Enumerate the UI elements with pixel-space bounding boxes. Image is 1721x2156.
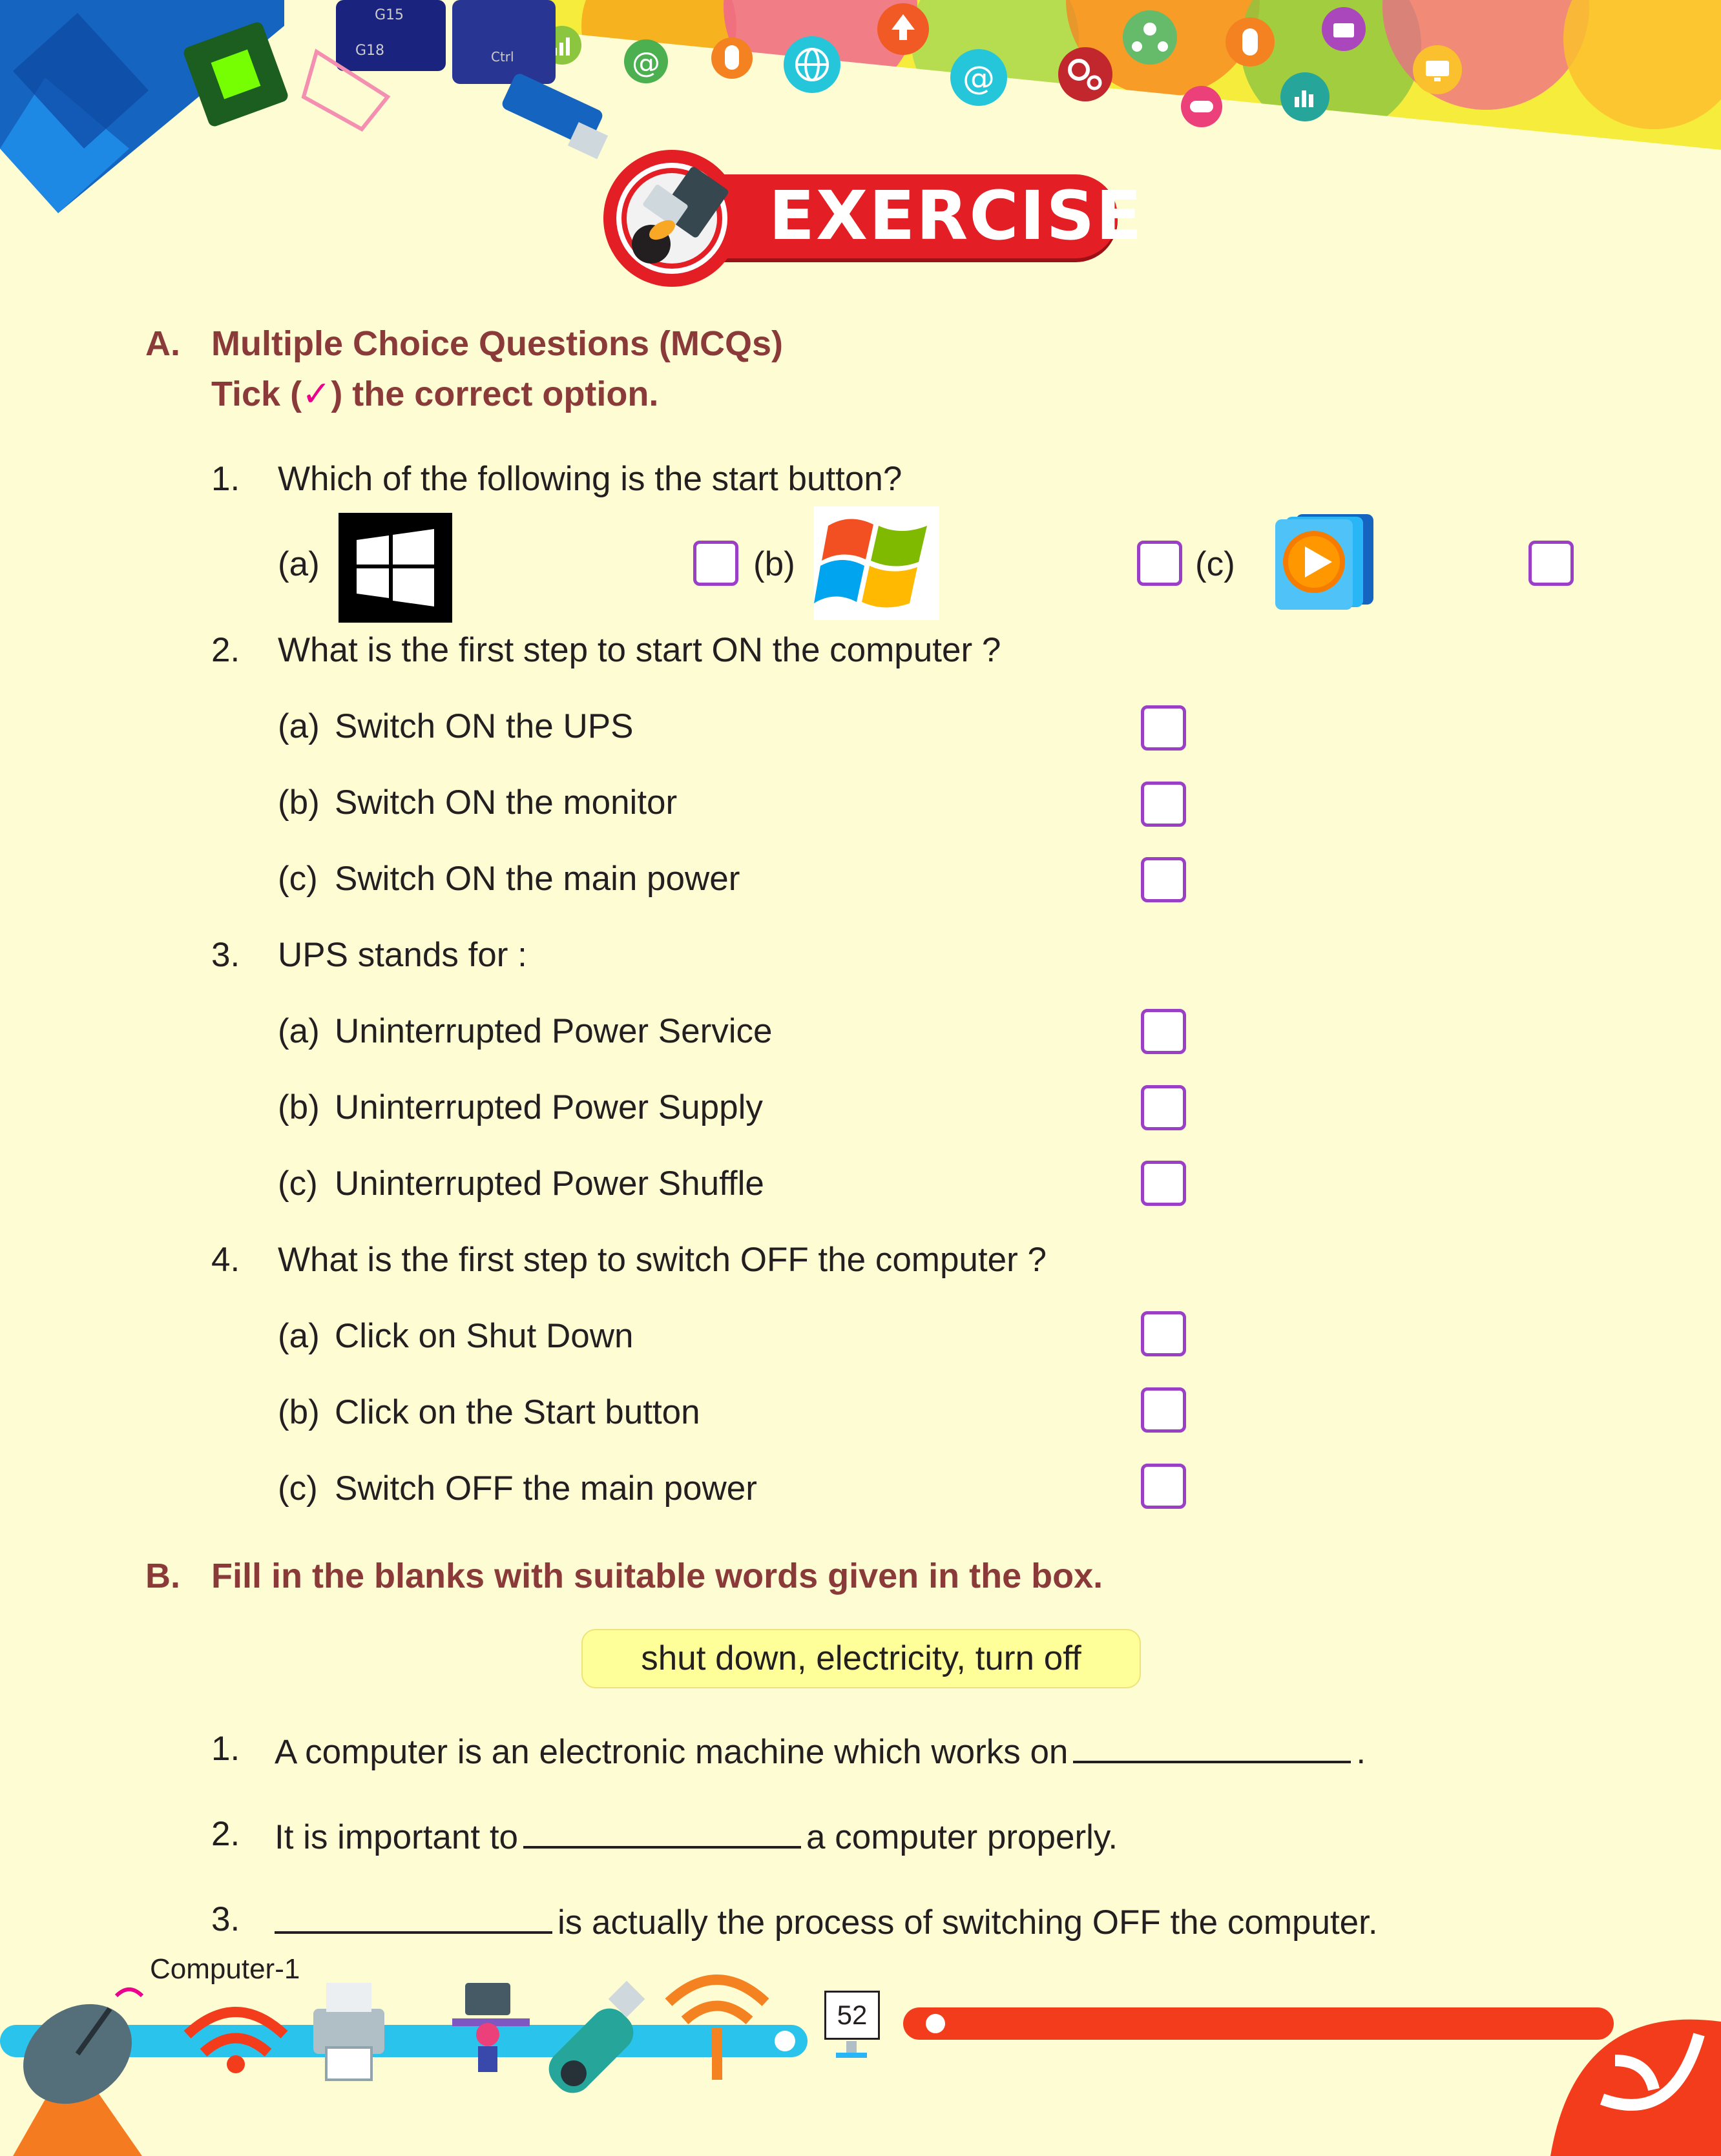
at-sign-icon-2 xyxy=(950,49,1007,106)
tick-mark-icon: ✓ xyxy=(302,375,331,413)
checkbox-q4-c[interactable] xyxy=(1141,1464,1186,1509)
sentence-end: a computer properly. xyxy=(806,1818,1118,1856)
question-text: What is the first step to switch OFF the computer ? xyxy=(278,1241,1047,1279)
fill-blank-sentence xyxy=(275,1899,1378,1944)
checkbox-q2-a[interactable] xyxy=(1141,705,1186,751)
option-label: (b) xyxy=(278,783,320,822)
blank-number: 1. xyxy=(211,1730,240,1768)
option-label: (c) xyxy=(278,1469,318,1508)
bar-chart-icon xyxy=(1280,72,1330,121)
checkbox-q4-a[interactable] xyxy=(1141,1311,1186,1356)
option-label: (a) xyxy=(278,1317,320,1355)
blank-answer-line[interactable] xyxy=(523,1814,801,1849)
printer-icon xyxy=(313,1983,384,2080)
word-bank-box: shut down, electricity, turn off xyxy=(581,1629,1141,1688)
svg-text:G18: G18 xyxy=(355,43,385,59)
page-title: EXERCISE xyxy=(769,176,1143,255)
question-text: UPS stands for : xyxy=(278,936,527,974)
computer-monitor-stand-icon xyxy=(836,2041,867,2058)
globe-icon xyxy=(784,36,840,93)
checkbox-q2-c[interactable] xyxy=(1141,857,1186,902)
option-label: (a) xyxy=(278,707,320,745)
gears-icon xyxy=(1058,47,1112,101)
checkbox-q4-b[interactable] xyxy=(1141,1387,1186,1433)
checkbox-q3-b[interactable] xyxy=(1141,1085,1186,1130)
option-text: Switch ON the monitor xyxy=(335,783,678,822)
folder-icon xyxy=(1322,7,1366,51)
option-text: Switch ON the main power xyxy=(335,860,740,898)
section-a-instruction xyxy=(211,373,658,415)
option-text: Switch OFF the main power xyxy=(335,1469,757,1508)
option-text: Uninterrupted Power Service xyxy=(335,1012,773,1050)
option-label: (a) xyxy=(278,545,320,583)
checkbox-q3-c[interactable] xyxy=(1141,1161,1186,1206)
blank-number: 2. xyxy=(211,1815,240,1853)
checkbox-q3-a[interactable] xyxy=(1141,1009,1186,1054)
windows-media-player-icon xyxy=(1270,510,1399,614)
sentence-end: is actually the process of switching OFF the computer. xyxy=(558,1903,1378,1942)
fill-blank-sentence xyxy=(275,1728,1366,1773)
option-text: Switch ON the UPS xyxy=(335,707,634,745)
blank-answer-line[interactable] xyxy=(1073,1728,1351,1763)
satellite-dish-icon xyxy=(4,1984,151,2156)
option-label: (b) xyxy=(278,1088,320,1126)
section-b-title: Fill in the blanks with suitable words given in the box. xyxy=(211,1557,1103,1595)
blank-answer-line[interactable] xyxy=(275,1899,552,1934)
section-a-title: Multiple Choice Questions (MCQs) xyxy=(211,324,784,363)
keyboard-keys-icon xyxy=(336,0,556,84)
gamepad-icon xyxy=(1181,86,1222,127)
option-label: (c) xyxy=(1195,545,1235,583)
checkbox-q1-b[interactable] xyxy=(1137,541,1182,586)
option-text: Click on the Start button xyxy=(335,1393,700,1431)
instruction-text-start: Tick ( xyxy=(211,375,302,413)
checkbox-q1-c[interactable] xyxy=(1528,541,1574,586)
section-b-letter: B. xyxy=(145,1557,180,1595)
question-text: What is the first step to start ON the computer ? xyxy=(278,631,1001,669)
sentence-start: It is important to xyxy=(275,1818,519,1856)
option-text: Click on Shut Down xyxy=(335,1317,634,1355)
windows-xp-flag-logo-icon xyxy=(814,506,939,620)
option-label: (b) xyxy=(753,545,795,583)
publisher-logo-icon xyxy=(1550,2020,1721,2156)
blank-number: 3. xyxy=(211,1900,240,1938)
windows-8-logo-icon xyxy=(339,513,452,623)
svg-text:@: @ xyxy=(632,47,660,79)
mouse-icon xyxy=(711,37,753,79)
question-number: 4. xyxy=(211,1241,240,1279)
page-number: 52 xyxy=(824,1991,880,2040)
option-label: (b) xyxy=(278,1393,320,1431)
question-number: 3. xyxy=(211,936,240,974)
footer-illustration xyxy=(0,1957,1721,2156)
checkbox-q2-b[interactable] xyxy=(1141,782,1186,827)
mouse-icon-2 xyxy=(1226,17,1275,67)
sentence-start: A computer is an electronic machine which works on xyxy=(275,1733,1069,1771)
option-text: Uninterrupted Power Shuffle xyxy=(335,1165,764,1203)
upload-icon xyxy=(877,3,929,55)
monitor-icon xyxy=(1413,45,1462,94)
option-label: (c) xyxy=(278,1165,318,1203)
svg-text:@: @ xyxy=(963,59,995,97)
question-number: 1. xyxy=(211,460,240,498)
sentence-end: . xyxy=(1356,1733,1366,1771)
computer-user-emblem-icon xyxy=(601,147,743,289)
question-text: Which of the following is the start button? xyxy=(278,460,902,498)
option-label: (a) xyxy=(278,1012,320,1050)
option-text: Uninterrupted Power Supply xyxy=(335,1088,763,1126)
at-sign-icon xyxy=(624,39,668,83)
network-people-icon xyxy=(1123,10,1177,65)
instruction-text-end: ) the correct option. xyxy=(331,375,659,413)
question-number: 2. xyxy=(211,631,240,669)
checkbox-q1-a[interactable] xyxy=(693,541,738,586)
fill-blank-sentence xyxy=(275,1814,1118,1858)
section-a-letter: A. xyxy=(145,324,180,363)
svg-text:Ctrl: Ctrl xyxy=(491,49,514,65)
svg-text:G15: G15 xyxy=(375,7,404,23)
option-label: (c) xyxy=(278,860,318,898)
book-label: Computer-1 xyxy=(150,1953,300,1985)
